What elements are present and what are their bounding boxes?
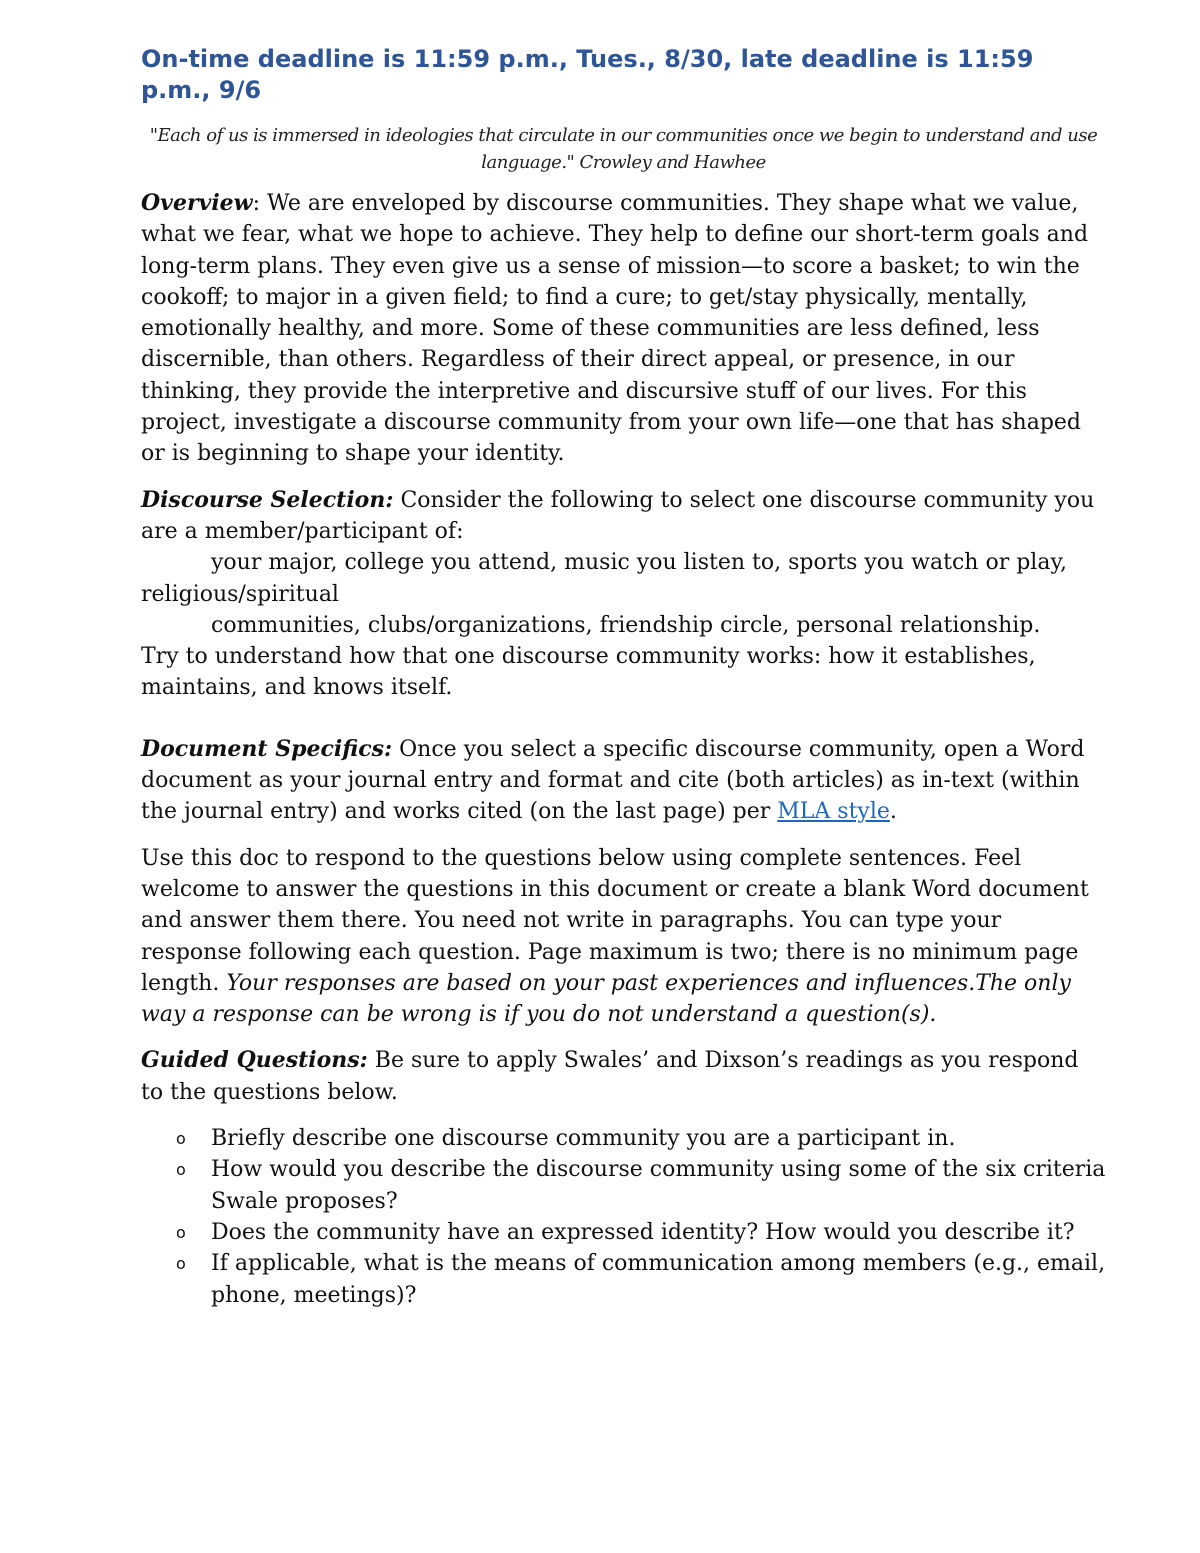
selection-options-line-1: your major, college you attend, music you listen to, sports you watch or play, religious/spiritual [141,550,1067,607]
usage-paragraph [141,843,1106,1031]
question-text: Does the community have an expressed identity? How would you describe it? [211,1219,1075,1245]
specifics-label: Document Specifics: [141,735,393,762]
specifics-period: . [889,799,897,825]
selection-intro: Consider the following to select one discourse community you are a member/participant of: [141,487,1095,544]
epigraph-quote: "Each of us is immersed in ideologies that circulate in our communities once we begin to understand and use language." Crowley and Hawhee [149,125,1098,173]
guided-label: Guided Questions: [141,1047,368,1074]
specifics-text: Once you select a specific discourse community, open a Word document as your journal entry and format and cite (both articles) as in-text (within the journal entry) and works cited (on the last page) per [141,736,1085,825]
document-page [141,44,1106,1311]
bullet-icon: o [176,1160,186,1180]
bullet-icon: o [176,1222,186,1242]
mla-style-link[interactable]: MLA style [777,799,890,825]
selection-closing: Try to understand how that one discourse community works: how it establishes, maintains, and knows itself. [141,644,1036,701]
selection-paragraph [141,485,1106,548]
overview-paragraph [141,188,1106,470]
deadline-heading: On-time deadline is 11:59 p.m., Tues., 8/30, late deadline is 11:59 p.m., 9/6 [141,45,1034,104]
selection-label: Discourse Selection: [141,486,394,513]
guided-text: Be sure to apply Swales’ and Dixson’s readings as you respond to the questions below. [141,1048,1079,1105]
list-item [176,1217,1106,1248]
bullet-icon: o [176,1254,186,1274]
overview-text: : We are enveloped by discourse communities. They shape what we value, what we fear, what we hope to achieve. They help to define our short-term goals and long-term plans. They even give us a sense of mission—to score a basket; to win the cookoff; to major in a given field; to find a cure; to get/stay physically, mentally, emotionally healthy, and more. Some of these communities are less defined, less discernible, than others. Regardless of their direct appeal, or presence, in our thinking, they provide the interpretive and discursive stuff of our lives. For this project, investigate a discourse community from your own life—one that has shaped or is beginning to shape your identity. [141,191,1089,467]
bullet-icon: o [176,1129,186,1149]
guided-paragraph [141,1045,1106,1108]
specifics-paragraph [141,734,1106,828]
list-item [176,1123,1106,1154]
usage-text: Use this doc to respond to the questions below using complete sentences. Feel welcome to answer the questions in this document or create a blank Word document and answer them there. You need not write in paragraphs. You can type your response following each question. Page maximum is two; there is no minimum page length. [141,845,1089,996]
selection-options-line-2: communities, clubs/organizations, friendship circle, personal relationship. [211,612,1041,638]
guided-questions-list [141,1123,1106,1311]
question-text: Briefly describe one discourse community you are a participant in. [211,1126,956,1152]
list-item [176,1154,1106,1217]
list-item [176,1248,1106,1311]
question-text: If applicable, what is the means of communication among members (e.g., email, phone, meetings)? [211,1251,1106,1308]
usage-italic-text: Your responses are based on your past experiences and influences.The only way a response can be wrong is if you do not understand a question(s). [141,970,1071,1028]
question-text: How would you describe the discourse community using some of the six criteria Swale proposes? [211,1157,1106,1214]
overview-label: Overview [141,190,253,216]
